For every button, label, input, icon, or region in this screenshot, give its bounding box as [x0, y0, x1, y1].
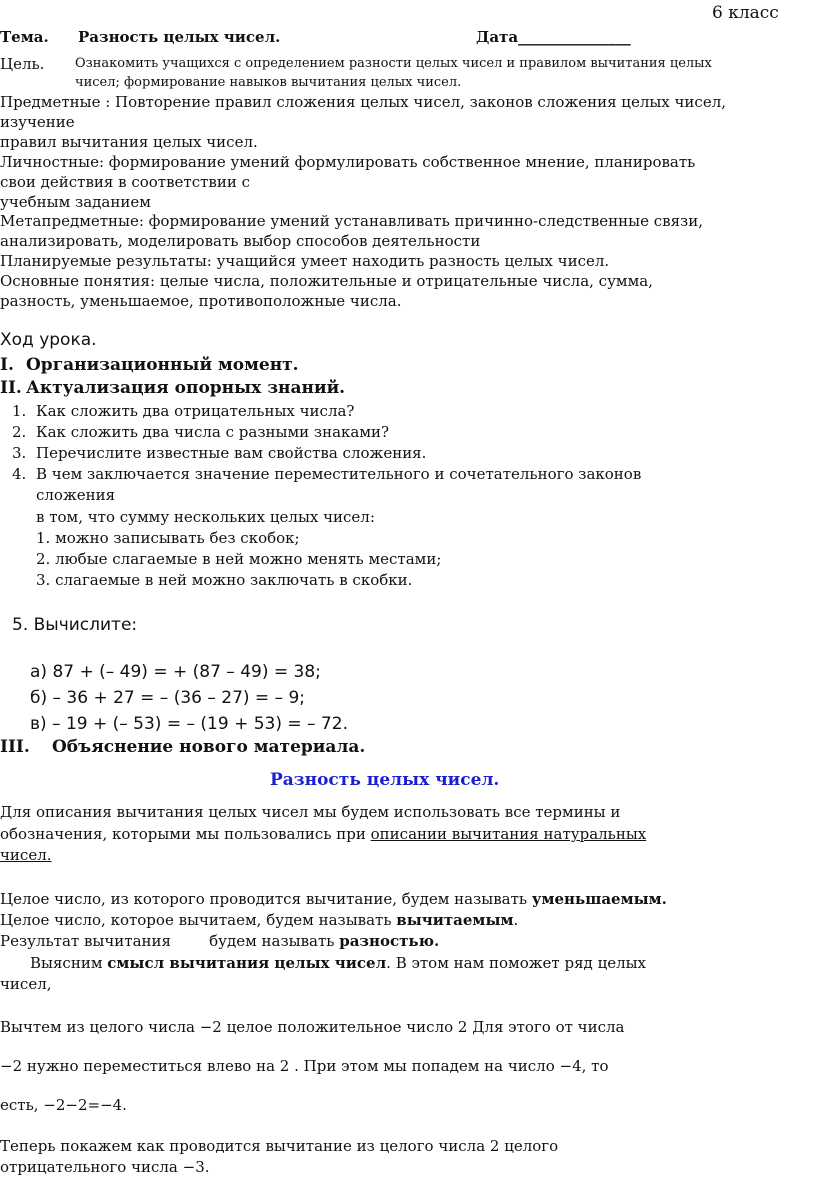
intro-line: учебным заданием	[0, 193, 151, 211]
intro-line: правил вычитания целых чисел.	[0, 133, 258, 151]
example-line: отрицательного числа −3.	[0, 1158, 210, 1176]
example-line: есть, −2−2=−4.	[0, 1096, 127, 1114]
question-text: Перечислите известные вам свойства сложения.	[36, 444, 427, 462]
example-line: −2 нужно переместиться влево на 2 . При этом мы попадем на число −4, то	[0, 1057, 609, 1075]
intro-line: анализировать, моделировать выбор способов деятельности	[0, 232, 481, 250]
lesson-title: Ход урока.	[0, 330, 97, 350]
paragraph-text: . В этом нам поможет ряд целых	[386, 954, 647, 972]
definition-difference	[0, 932, 439, 950]
goal-label: Цель.	[0, 55, 45, 73]
section-2-heading: Актуализация опорных знаний.	[26, 378, 346, 398]
intro-line: Основные понятия: целые числа, положительные и отрицательные числа, сумма,	[0, 272, 653, 290]
intro-line: разность, уменьшаемое, противоположные числа.	[0, 292, 402, 310]
question-4-continuation: сложения	[36, 486, 116, 504]
section-3-heading: Объяснение нового материала.	[52, 737, 366, 757]
paragraph-line: Для описания вычитания целых чисел мы будем использовать все термины и	[0, 803, 621, 821]
definition-subtrahend	[0, 911, 518, 929]
calc-line: а) 87 + (– 49) = + (87 – 49) = 38;	[30, 662, 321, 682]
reference-link[interactable]: описании вычитания натуральных	[370, 825, 647, 843]
date-field: Дата_______________	[476, 28, 631, 46]
goal-text-1: Ознакомить учащихся с определением разности целых чисел и правилом вычитания целых	[75, 56, 712, 71]
topic-label: Тема.	[0, 28, 49, 46]
intro-line: Личностные: формирование умений формулировать собственное мнение, планировать	[0, 153, 696, 171]
intro-line: изучение	[0, 113, 75, 131]
section-1-number: I.	[0, 355, 14, 375]
paragraph-line	[0, 825, 646, 843]
section-1-heading: Организационный момент.	[26, 355, 299, 375]
calc-line: б) – 36 + 27 = – (36 – 27) = – 9;	[30, 688, 306, 708]
goal-text-2: чисел; формирование навыков вычитания целых чисел.	[75, 75, 462, 90]
question-4-continuation: в том, что сумму нескольких целых чисел:	[36, 508, 375, 526]
paragraph-line: чисел,	[0, 975, 52, 993]
intro-line: Планируемые результаты: учащийся умеет находить разность целых чисел.	[0, 252, 610, 270]
question-text: Как сложить два числа с разными знаками?	[36, 423, 390, 441]
question-4-continuation: 3. слагаемые в ней можно заключать в скобки.	[36, 571, 413, 589]
question-4-continuation: 1. можно записывать без скобок;	[36, 529, 300, 547]
question-number: 2.	[12, 423, 27, 441]
reference-link-continuation[interactable]: чисел.	[0, 846, 52, 864]
definition-term: разностью.	[339, 932, 440, 950]
intro-line: Метапредметные: формирование умений устанавливать причинно-следственные связи,	[0, 212, 704, 230]
intro-line: свои действия в соответствии с	[0, 173, 251, 191]
paragraph-text: Выясним	[30, 954, 108, 972]
definition-text: Результат вычитания будем называть	[0, 932, 340, 950]
calc-title: 5. Вычислите:	[12, 615, 138, 635]
paragraph-line	[30, 954, 646, 972]
calc-line: в) – 19 + (– 53) = – (19 + 53) = – 72.	[30, 714, 348, 734]
intro-line: Предметные : Повторение правил сложения целых чисел, законов сложения целых чисел,	[0, 93, 727, 111]
question-text: В чем заключается значение переместительного и сочетательного законов	[36, 465, 642, 483]
question-number: 4.	[12, 465, 27, 483]
question-text: Как сложить два отрицательных числа?	[36, 402, 355, 420]
definition-end: .	[513, 911, 519, 929]
section-2-number: II.	[0, 378, 22, 398]
topic-title: Разность целых чисел.	[78, 28, 281, 46]
definition-text: Целое число, которое вычитаем, будем называть	[0, 911, 397, 929]
material-heading: Разность целых чисел.	[270, 770, 500, 790]
question-number: 3.	[12, 444, 27, 462]
definition-term: вычитаемым	[396, 911, 514, 929]
paragraph-term: смысл вычитания целых чисел	[107, 954, 387, 972]
question-4-continuation: 2. любые слагаемые в ней можно менять местами;	[36, 550, 442, 568]
example-line: Вычтем из целого числа −2 целое положительное число 2 Для этого от числа	[0, 1018, 625, 1036]
definition-minuend	[0, 890, 667, 908]
example-line: Теперь покажем как проводится вычитание из целого числа 2 целого	[0, 1137, 559, 1155]
grade-label: 6 класс	[712, 3, 779, 23]
paragraph-text: обозначения, которыми мы пользовались при	[0, 825, 371, 843]
definition-term: уменьшаемым.	[531, 890, 667, 908]
definition-text: Целое число, из которого проводится вычитание, будем называть	[0, 890, 532, 908]
section-3-number: III.	[0, 737, 30, 757]
question-number: 1.	[12, 402, 27, 420]
